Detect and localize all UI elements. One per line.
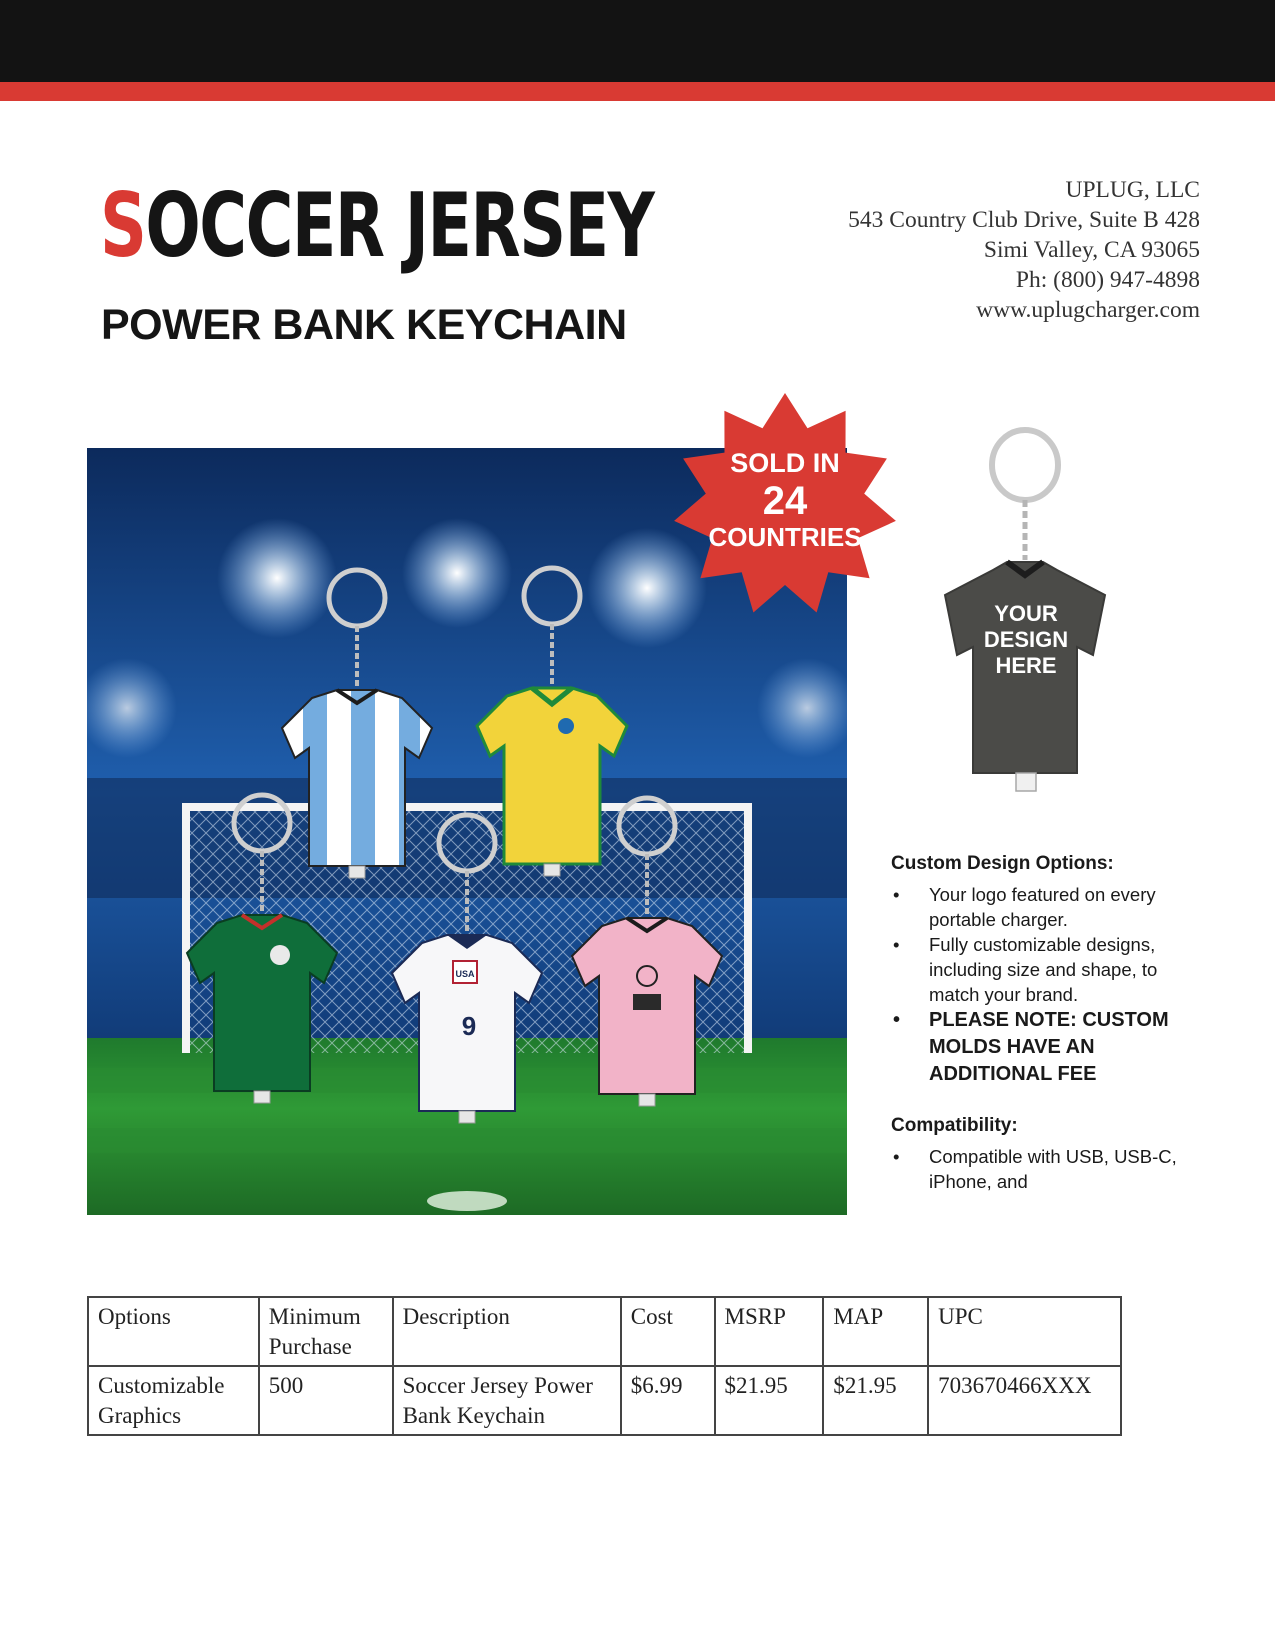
company-name: UPLUG, LLC: [1065, 177, 1200, 203]
table-row: [88, 1366, 1121, 1435]
list-item-text: Your logo featured on every portable charger.: [929, 884, 1156, 930]
table-header-cell: Options: [88, 1297, 259, 1366]
custom-design-heading: Custom Design Options:: [891, 853, 1114, 874]
custom-design-list: [891, 882, 1191, 1088]
table-header-cell: UPC: [928, 1297, 1121, 1366]
table-cell: 500: [259, 1366, 393, 1435]
top-black-bar: [0, 0, 1275, 82]
bullet-icon: •: [893, 884, 900, 905]
company-address-line2: Simi Valley, CA 93065: [983, 237, 1200, 263]
sold-in-countries-badge: [670, 390, 900, 620]
badge-line3: COUNTRIES: [708, 522, 862, 552]
note-text: PLEASE NOTE: CUSTOM MOLDS HAVE AN ADDITIONAL FEE: [929, 1009, 1169, 1085]
table-cell: $21.95: [823, 1366, 928, 1435]
list-item-note: [891, 1007, 1191, 1088]
bullet-icon: •: [893, 934, 900, 955]
compatibility-heading: Compatibility:: [891, 1115, 1018, 1136]
pricing-table: [87, 1296, 1122, 1436]
product-options-panel: [891, 852, 1191, 1194]
table-cell: 703670466XXX: [928, 1366, 1121, 1435]
compatibility-list: [891, 1144, 1191, 1194]
page-subtitle: POWER BANK KEYCHAIN: [101, 301, 627, 349]
page-title: [100, 176, 653, 276]
usb-connector-icon: [1016, 773, 1036, 791]
bullet-icon: •: [893, 1146, 900, 1167]
company-phone: Ph: (800) 947-4898: [1015, 267, 1200, 293]
custom-shirt-line2: DESIGN: [983, 627, 1069, 652]
badge-line1: SOLD IN: [730, 448, 840, 478]
table-header-cell: Minimum Purchase: [259, 1297, 393, 1366]
table-header-row: [88, 1297, 1121, 1366]
list-item: [891, 1144, 1191, 1194]
table-cell: Soccer Jersey Power Bank Keychain: [393, 1366, 621, 1435]
custom-shirt-line3: HERE: [995, 653, 1057, 678]
table-header-cell: Cost: [621, 1297, 715, 1366]
list-item-text: Fully customizable designs, including size and shape, to match your brand.: [929, 934, 1158, 1005]
badge-number: 24: [762, 479, 808, 523]
table-cell: $21.95: [715, 1366, 824, 1435]
table-cell: Customizable Graphics: [88, 1366, 259, 1435]
custom-shirt-line1: YOUR: [994, 601, 1058, 626]
company-address-line1: 543 Country Club Drive, Suite B 428: [848, 207, 1200, 233]
table-header-cell: Description: [393, 1297, 621, 1366]
custom-design-keychain-image: [925, 425, 1125, 810]
bullet-icon: •: [893, 1009, 901, 1031]
table-cell: $6.99: [621, 1366, 715, 1435]
table-header-cell: MAP: [823, 1297, 928, 1366]
company-info: [848, 175, 1200, 325]
company-website: www.uplugcharger.com: [976, 297, 1200, 323]
list-item: [891, 932, 1191, 1007]
list-item-text: Compatible with USB, USB-C, iPhone, and: [929, 1146, 1177, 1192]
table-header-cell: MSRP: [715, 1297, 824, 1366]
key-ring-icon: [992, 430, 1058, 500]
usa-crest-text: USA: [455, 969, 475, 979]
title-rest: OCCER JERSEY: [145, 174, 654, 277]
list-item: [891, 882, 1191, 932]
title-first-letter: S: [100, 174, 146, 277]
usa-jersey-number: 9: [461, 1011, 477, 1041]
top-red-stripe: [0, 82, 1275, 101]
